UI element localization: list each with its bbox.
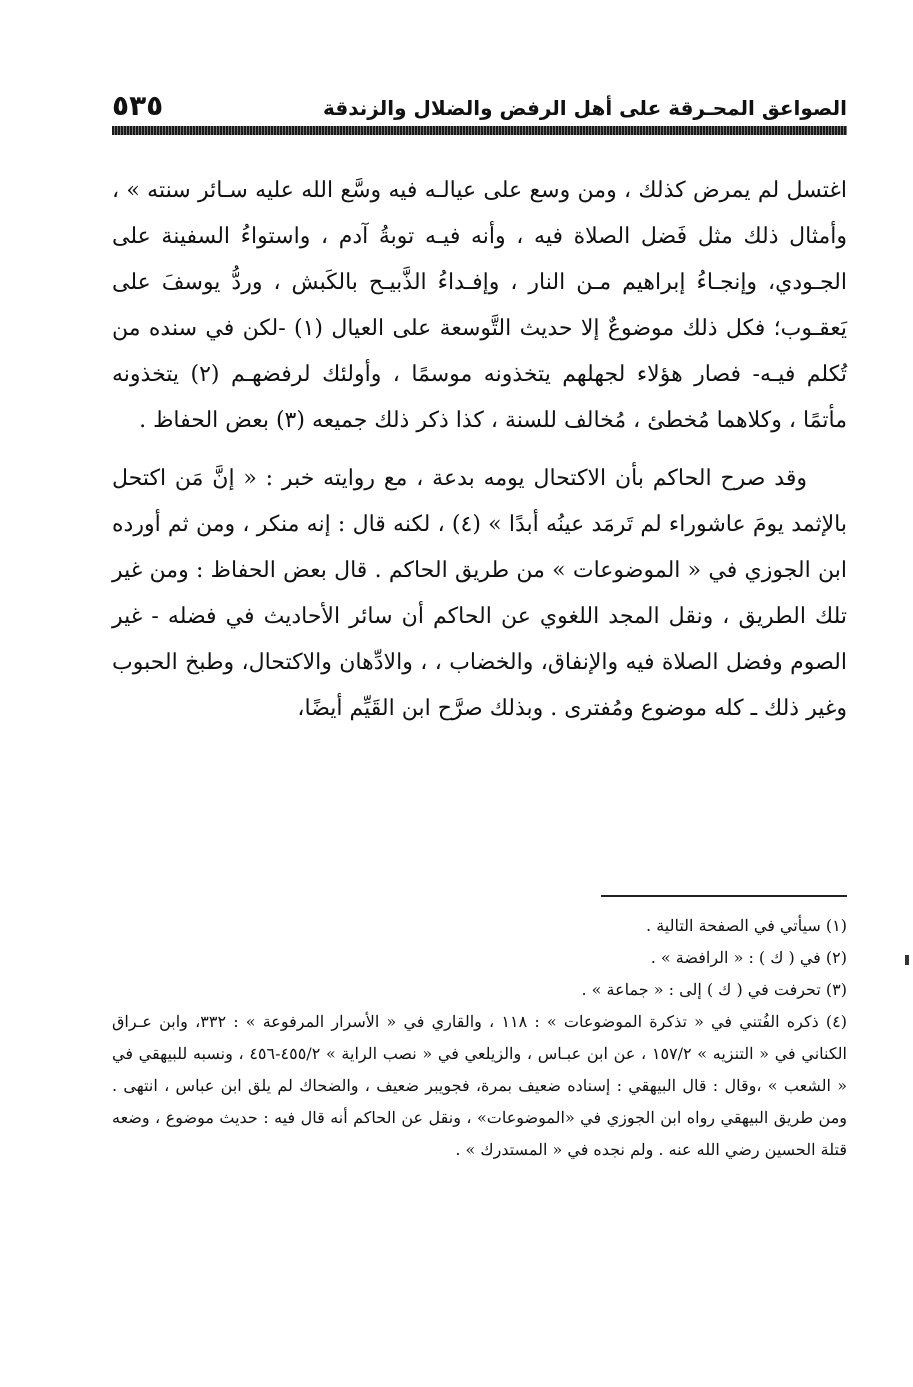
page-header bbox=[112, 84, 847, 122]
header-rule bbox=[112, 126, 847, 135]
scan-mark bbox=[905, 955, 909, 965]
running-title: الصواعق المحـرقة على أهل الرفض والضلال والزندقة bbox=[322, 96, 847, 120]
main-text bbox=[112, 168, 847, 732]
footnote: (٣) تحرفت في ( ك ) إلى : « جماعة » . bbox=[581, 980, 847, 999]
footnotes bbox=[112, 910, 847, 1166]
footnote: (٤) ذكره الفُتني في « تذكرة الموضوعات » : ١١٨ ، والقاري في « الأسرار المرفوعة » : ٣٣٢، وابن عـراق الكناني في « التنزيه » ١٥٧/٢ ، عن ابن عبـاس ، والزيلعي في « نصب الراية » ٤٥٥/٢-٤٥٦ ، ونسبه للبيهقي في « الشعب » ،وقال : قال البيهقي : إسناده ضعيف بمرة، فجويبر ضعيف ، والضحاك لم يلق ابن عباس ، انتهى . ومن طريق البيهقي رواه ابن الجوزي في «الموضوعات» ، ونقل عن الحاكم أنه قال فيه : حديث موضوع ، وضعه قتلة الحسين رضي الله عنه . ولم نجده في « المستدرك » . bbox=[112, 1012, 848, 1159]
footnote-separator bbox=[601, 895, 847, 897]
paragraph: اغتسل لم يمرض كذلك ، ومن وسع على عيالـه فيه وسَّع الله عليه سـائر سنته » ، وأمثال ذلك مثل فَضل الصلاة فيه ، وأنه فيـه توبةُ آدم ، واستواءُ السفينة على الجـودي، وإنجـاءُ إبراهيم مـن النار ، وإفـداءُ الذَّبيـح بالكَبش ، وردُّ يوسفَ على يَعقـوب؛ فكل ذلك موضوعٌ إلا حديث التَّوسعة على العيال (١) -لكن في سنده من تُكلم فيـه- فصار هؤلاء لجهلهم يتخذونه موسمًا ، وأولئك لرفضهـم (٢) يتخذونه مأتمًا ، وكلاهما مُخطئ ، مُخالف للسنة ، كذا ذكر ذلك جميعه (٣) بعض الحفاظ . bbox=[112, 178, 847, 433]
footnote: (١) سيأتي في الصفحة التالية . bbox=[646, 916, 847, 935]
page-number: ٥٣٥ bbox=[112, 89, 164, 122]
paragraph: وقد صرح الحاكم بأن الاكتحال يومه بدعة ، مع روايته خبر : « إنَّ مَن اكتحل بالإثمد يومَ عاشوراء لم تَرمَد عينُه أبدًا » (٤) ، لكنه قال : إنه منكر ، ومن ثم أورده ابن الجوزي في « الموضوعات » من طريق الحاكم . قال بعض الحفاظ : ومن غير تلك الطريق ، ونقل المجد اللغوي عن الحاكم أن سائر الأحاديث في فضله - غير الصوم وفضل الصلاة فيه والإنفاق، والخضاب ، ، والادِّهان والاكتحال، وطبخ الحبوب وغير ذلك ـ كله موضوع ومُفترى . وبذلك صرَّح ابن القَيِّم أيضًا، bbox=[112, 466, 847, 721]
footnote: (٢) في ( ك ) : « الرافضة » . bbox=[650, 948, 847, 967]
